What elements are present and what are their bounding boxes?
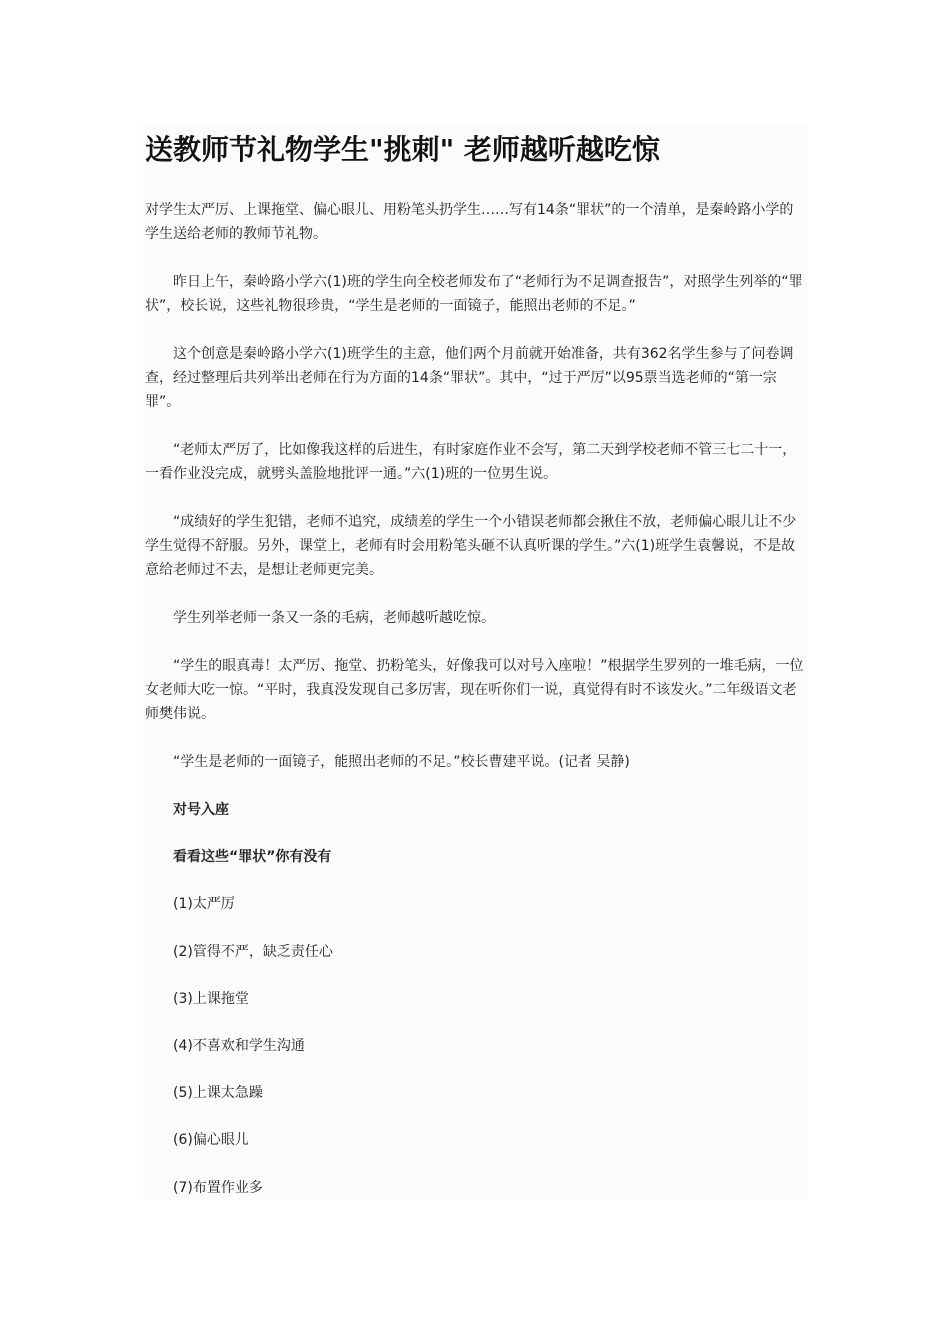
paragraph-report: 昨日上午，秦岭路小学六(1)班的学生向全校老师发布了“老师行为不足调查报告”，对照学生列举的“罪状”，校长说，这些礼物很珍贵，“学生是老师的一面镜子，能照出老师的不足。”: [145, 274, 803, 314]
paragraph-intro: 对学生太严厉、上课拖堂、偏心眼儿、用粉笔头扔学生……写有14条“罪状”的一个清单，是秦岭路小学的学生送给老师的教师节礼物。: [145, 202, 794, 242]
list-item: (6)偏心眼儿: [173, 1132, 249, 1148]
section-heading: 对号入座: [173, 802, 229, 818]
paragraph-principal-quote: “学生是老师的一面镜子，能照出老师的不足。”校长曹建平说。(记者 吴静): [173, 754, 630, 770]
list-item: (5)上课太急躁: [173, 1085, 263, 1101]
paragraph-boy-quote: “老师太严厉了，比如像我这样的后进生，有时家庭作业不会写，第二天到学校老师不管三七二十一，一看作业没完成，就劈头盖脸地批评一通。”六(1)班的一位男生说。: [145, 442, 797, 482]
paragraph-teacher-quote: “学生的眼真毒！太严厉、拖堂、扔粉笔头，好像我可以对号入座啦！”根据学生罗列的一堆毛病，一位女老师大吃一惊。“平时，我真没发现自己多厉害，现在听你们一说，真觉得有时不该发火。”二年级语文老师樊伟说。: [145, 658, 804, 722]
list-item: (4)不喜欢和学生沟通: [173, 1038, 305, 1054]
paragraph-survey: 这个创意是秦岭路小学六(1)班学生的主意，他们两个月前就开始准备，共有362名学生参与了问卷调查，经过整理后共列举出老师在行为方面的14条“罪状”。其中，“过于严厉”以95票当选老师的“第一宗罪”。: [145, 346, 794, 410]
paragraph-yuanxin-quote: “成绩好的学生犯错，老师不追究，成绩差的学生一个小错误老师都会揪住不放，老师偏心眼儿让不少学生觉得不舒服。另外，课堂上，老师有时会用粉笔头砸不认真听课的学生。”六(1)班学生袁馨说，不是故意给老师过不去，是想让老师更完美。: [145, 514, 797, 578]
article-title: 送教师节礼物学生"挑刺" 老师越听越吃惊: [145, 133, 660, 166]
list-item: (7)布置作业多: [173, 1180, 263, 1196]
list-item: (1)太严厉: [173, 896, 235, 912]
list-heading: 看看这些“罪状”你有没有: [173, 849, 332, 865]
paragraph-teachers-surprised: 学生列举老师一条又一条的毛病，老师越听越吃惊。: [173, 610, 495, 626]
list-item: (3)上课拖堂: [173, 991, 249, 1007]
list-item: (2)管得不严，缺乏责任心: [173, 944, 333, 960]
